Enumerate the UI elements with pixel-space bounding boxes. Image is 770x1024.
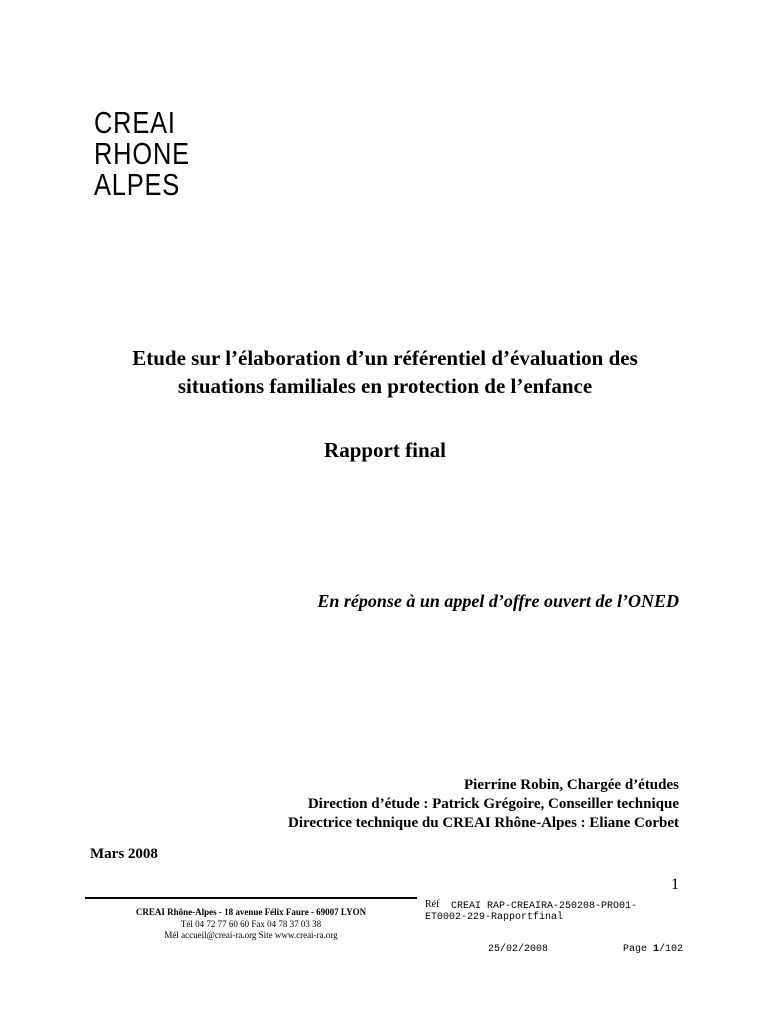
ref-line-2: ET0002-229-Rapportfinal (425, 912, 564, 923)
title-line-1: Etude sur l’élaboration d’un référentiel d’évaluation des (132, 346, 638, 370)
document-title (0, 344, 770, 400)
ref-line-1: CREAI RAP-CREAIRA-250208-PRO01- (451, 901, 638, 912)
page-number: 1 (671, 876, 679, 893)
page-current: 1 (653, 944, 660, 955)
author-line-1: Pierrine Robin, Chargée d’études (464, 777, 679, 793)
logo-line-1: CREAI (94, 105, 176, 140)
footer-divider (85, 897, 417, 899)
logo-line-3: ALPES (94, 167, 181, 202)
footer-page-indicator (623, 944, 683, 955)
publication-date: Mars 2008 (90, 846, 158, 862)
authors-block (288, 776, 679, 833)
footer-phone: Tél 04 72 77 60 60 Fax 04 78 37 03 38 (180, 919, 322, 929)
author-line-3: Directrice technique du CREAI Rhône-Alpes : Eliane Corbet (288, 815, 679, 831)
document-subtitle: Rapport final (324, 438, 446, 462)
footer-address: CREAI Rhône-Alpes - 18 avenue Félix Faure - 69007 LYON (135, 907, 367, 917)
author-line-2: Direction d’étude : Patrick Grégoire, Conseiller technique (307, 796, 679, 812)
appel-offre-text: En réponse à un appel d’offre ouvert de l’ONED (317, 591, 679, 611)
page-total: /102 (659, 944, 684, 955)
ref-label: Réf (425, 899, 440, 910)
title-line-2: situations familiales en protection de l’enfance (177, 374, 593, 398)
page-label: Page (623, 944, 648, 955)
logo (94, 107, 211, 200)
footer-contact: Mél accueil@creai-ra.org Site www.creai-ra.org (164, 930, 338, 940)
logo-line-2: RHONE (94, 136, 190, 171)
footer-doc-date: 25/02/2008 (488, 944, 549, 955)
